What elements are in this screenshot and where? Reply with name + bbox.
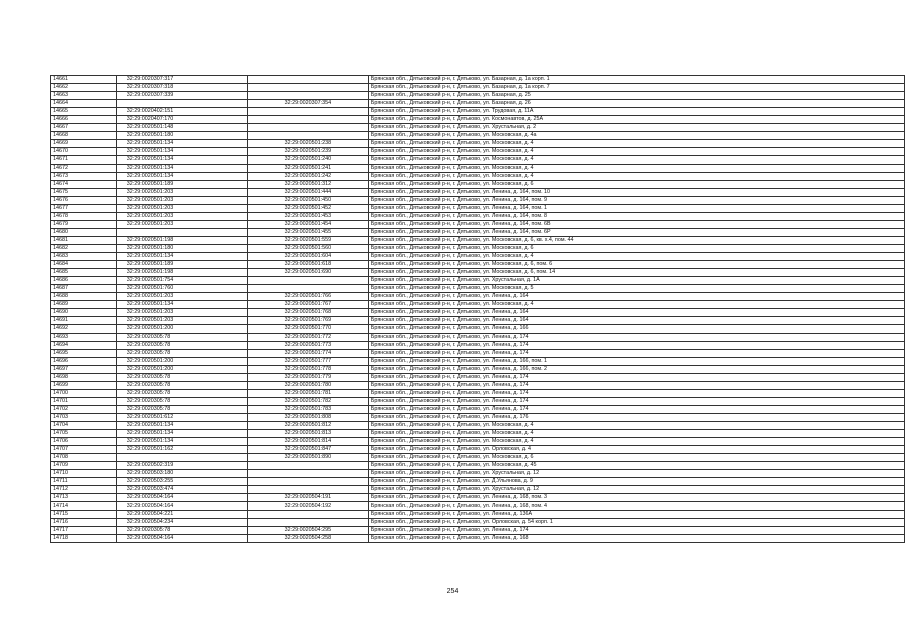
table-row: [51, 373, 905, 381]
table-row: [51, 446, 905, 454]
table-row: [51, 236, 905, 244]
parcel-cadastral-number-cell: 32:29:0020501:134: [116, 172, 247, 180]
record-number-cell: 14706: [51, 438, 117, 446]
table-row: [51, 108, 905, 116]
parcel-cadastral-number-cell: 32:29:0020504:164: [116, 534, 247, 542]
table-row: [51, 502, 905, 510]
building-cadastral-number-cell: [247, 518, 368, 526]
parcel-cadastral-number-cell: 32:29:0020501:189: [116, 261, 247, 269]
address-cell: Брянская обл., Дятьковский р-н, г. Дятьково, ул. Московская, д. 45: [368, 462, 904, 470]
parcel-cadastral-number-cell: 32:29:0020501:148: [116, 124, 247, 132]
building-cadastral-number-cell: 32:29:0020501:847: [247, 446, 368, 454]
parcel-cadastral-number-cell: 32:29:0020501:203: [116, 293, 247, 301]
parcel-cadastral-number-cell: 32:29:0020305:78: [116, 341, 247, 349]
building-cadastral-number-cell: 32:29:0020501:778: [247, 365, 368, 373]
table-row: [51, 397, 905, 405]
record-number-cell: 14713: [51, 494, 117, 502]
parcel-cadastral-number-cell: 32:29:0020501:200: [116, 325, 247, 333]
parcel-cadastral-number-cell: 32:29:0020501:134: [116, 164, 247, 172]
parcel-cadastral-number-cell: 32:29:0020501:134: [116, 422, 247, 430]
building-cadastral-number-cell: 32:29:0020501:604: [247, 253, 368, 261]
address-cell: Брянская обл., Дятьковский р-н, г. Дятьково, ул. Московская, д. 6: [368, 244, 904, 252]
address-cell: Брянская обл., Дятьковский р-н, г. Дятьково, ул. Московская, д. 6: [368, 180, 904, 188]
address-cell: Брянская обл., Дятьковский р-н, г. Дятьково, ул. Ленина, д. 164, пом. 6Р: [368, 228, 904, 236]
address-cell: Брянская обл., Дятьковский р-н, г. Дятьково, ул. Ленина, д. 168: [368, 534, 904, 542]
record-number-cell: 14673: [51, 172, 117, 180]
address-cell: Брянская обл., Дятьковский р-н, г. Дятьково, ул. Ленина, д. 168, пом. 4: [368, 502, 904, 510]
record-number-cell: 14698: [51, 373, 117, 381]
table-row: [51, 293, 905, 301]
building-cadastral-number-cell: [247, 84, 368, 92]
table-row: [51, 172, 905, 180]
building-cadastral-number-cell: 32:29:0020501:808: [247, 413, 368, 421]
parcel-cadastral-number-cell: 32:29:0020501:134: [116, 156, 247, 164]
record-number-cell: 14668: [51, 132, 117, 140]
record-number-cell: 14699: [51, 381, 117, 389]
building-cadastral-number-cell: [247, 486, 368, 494]
building-cadastral-number-cell: 32:29:0020501:240: [247, 156, 368, 164]
address-cell: Брянская обл., Дятьковский р-н, г. Дятьково, ул. Ленина, д. 174: [368, 526, 904, 534]
building-cadastral-number-cell: 32:29:0020501:781: [247, 389, 368, 397]
table-row: [51, 148, 905, 156]
table-row: [51, 494, 905, 502]
record-number-cell: 14710: [51, 470, 117, 478]
parcel-cadastral-number-cell: 32:29:0020501:134: [116, 148, 247, 156]
address-cell: Брянская обл., Дятьковский р-н, г. Дятьково, ул. Ленина, д. 166, пом. 2: [368, 365, 904, 373]
building-cadastral-number-cell: [247, 116, 368, 124]
building-cadastral-number-cell: 32:29:0020501:450: [247, 196, 368, 204]
building-cadastral-number-cell: 32:29:0020501:768: [247, 309, 368, 317]
address-cell: Брянская обл., Дятьковский р-н, г. Дятьково, ул. Московская, д. 4: [368, 438, 904, 446]
table-row: [51, 277, 905, 285]
building-cadastral-number-cell: 32:29:0020501:444: [247, 188, 368, 196]
parcel-cadastral-number-cell: 32:29:0020503:255: [116, 478, 247, 486]
parcel-cadastral-number-cell: 32:29:0020501:203: [116, 212, 247, 220]
record-number-cell: 14712: [51, 486, 117, 494]
parcel-cadastral-number-cell: 32:29:0020504:234: [116, 518, 247, 526]
record-number-cell: 14680: [51, 228, 117, 236]
parcel-cadastral-number-cell: 32:29:0020501:203: [116, 309, 247, 317]
record-number-cell: 14689: [51, 301, 117, 309]
address-cell: Брянская обл., Дятьковский р-н, г. Дятьково, ул. Хрустальная, д. 12: [368, 486, 904, 494]
address-cell: Брянская обл., Дятьковский р-н, г. Дятьково, ул. Московская, д. 5: [368, 285, 904, 293]
address-cell: Брянская обл., Дятьковский р-н, г. Дятьково, ул. Ленина, д. 174: [368, 373, 904, 381]
parcel-cadastral-number-cell: 32:29:0020503:180: [116, 470, 247, 478]
building-cadastral-number-cell: [247, 478, 368, 486]
parcel-cadastral-number-cell: 32:29:0020502:319: [116, 462, 247, 470]
building-cadastral-number-cell: [247, 76, 368, 84]
table-row: [51, 220, 905, 228]
address-cell: Брянская обл., Дятьковский р-н, г. Дятьково, ул. Ленина, д. 164, пом. 6В: [368, 220, 904, 228]
parcel-cadastral-number-cell: 32:29:0020305:78: [116, 389, 247, 397]
table-row: [51, 140, 905, 148]
table-row: [51, 164, 905, 172]
address-cell: Брянская обл., Дятьковский р-н, г. Дятьково, ул. Московская, д. 4: [368, 253, 904, 261]
address-cell: Брянская обл., Дятьковский р-н, г. Дятьково, ул. Ленина, д. 168, пом. 3: [368, 494, 904, 502]
parcel-cadastral-number-cell: 32:29:0020305:78: [116, 349, 247, 357]
building-cadastral-number-cell: 32:29:0020501:767: [247, 301, 368, 309]
building-cadastral-number-cell: 32:29:0020501:777: [247, 357, 368, 365]
registry-table-body: [51, 76, 905, 543]
address-cell: Брянская обл., Дятьковский р-н, г. Дятьково, ул. Московская, д. 4: [368, 156, 904, 164]
building-cadastral-number-cell: [247, 462, 368, 470]
table-row: [51, 244, 905, 252]
record-number-cell: 14711: [51, 478, 117, 486]
table-row: [51, 317, 905, 325]
table-row: [51, 413, 905, 421]
building-cadastral-number-cell: [247, 124, 368, 132]
parcel-cadastral-number-cell: 32:29:0020307:317: [116, 76, 247, 84]
table-row: [51, 349, 905, 357]
building-cadastral-number-cell: [247, 470, 368, 478]
parcel-cadastral-number-cell: 32:29:0020501:198: [116, 269, 247, 277]
building-cadastral-number-cell: [247, 108, 368, 116]
table-row: [51, 325, 905, 333]
table-row: [51, 510, 905, 518]
parcel-cadastral-number-cell: 32:29:0020305:78: [116, 397, 247, 405]
building-cadastral-number-cell: [247, 92, 368, 100]
building-cadastral-number-cell: 32:29:0020501:454: [247, 220, 368, 228]
address-cell: Брянская обл., Дятьковский р-н, г. Дятьково, ул. Орловская, д. 54 корп. 1: [368, 518, 904, 526]
record-number-cell: 14709: [51, 462, 117, 470]
table-row: [51, 454, 905, 462]
parcel-cadastral-number-cell: 32:29:0020504:164: [116, 502, 247, 510]
table-row: [51, 100, 905, 108]
parcel-cadastral-number-cell: 32:29:0020501:134: [116, 253, 247, 261]
record-number-cell: 14665: [51, 108, 117, 116]
parcel-cadastral-number-cell: [116, 228, 247, 236]
record-number-cell: 14695: [51, 349, 117, 357]
record-number-cell: 14705: [51, 430, 117, 438]
record-number-cell: 14669: [51, 140, 117, 148]
address-cell: Брянская обл., Дятьковский р-н, г. Дятьково, ул. Московская, д. 4: [368, 422, 904, 430]
record-number-cell: 14714: [51, 502, 117, 510]
parcel-cadastral-number-cell: 32:29:0020402:151: [116, 108, 247, 116]
building-cadastral-number-cell: 32:29:0020501:242: [247, 172, 368, 180]
address-cell: Брянская обл., Дятьковский р-н, г. Дятьково, ул. Ленина, д. 174: [368, 405, 904, 413]
building-cadastral-number-cell: 32:29:0020501:772: [247, 333, 368, 341]
parcel-cadastral-number-cell: 32:29:0020501:203: [116, 220, 247, 228]
building-cadastral-number-cell: 32:29:0020501:770: [247, 325, 368, 333]
table-row: [51, 188, 905, 196]
table-row: [51, 253, 905, 261]
table-row: [51, 365, 905, 373]
table-row: [51, 212, 905, 220]
table-row: [51, 204, 905, 212]
parcel-cadastral-number-cell: 32:29:0020501:134: [116, 438, 247, 446]
address-cell: Брянская обл., Дятьковский р-н, г. Дятьково, ул. Московская, д. 4: [368, 172, 904, 180]
record-number-cell: 14682: [51, 244, 117, 252]
record-number-cell: 14671: [51, 156, 117, 164]
parcel-cadastral-number-cell: 32:29:0020501:134: [116, 430, 247, 438]
record-number-cell: 14687: [51, 285, 117, 293]
parcel-cadastral-number-cell: 32:29:0020504:164: [116, 494, 247, 502]
record-number-cell: 14681: [51, 236, 117, 244]
building-cadastral-number-cell: 32:29:0020501:766: [247, 293, 368, 301]
parcel-cadastral-number-cell: 32:29:0020501:134: [116, 301, 247, 309]
parcel-cadastral-number-cell: [116, 454, 247, 462]
record-number-cell: 14679: [51, 220, 117, 228]
address-cell: Брянская обл., Дятьковский р-н, г. Дятьково, ул. Ленина, д. 164, пом. 1: [368, 204, 904, 212]
building-cadastral-number-cell: 32:29:0020501:814: [247, 438, 368, 446]
building-cadastral-number-cell: 32:29:0020501:769: [247, 317, 368, 325]
parcel-cadastral-number-cell: 32:29:0020305:78: [116, 526, 247, 534]
parcel-cadastral-number-cell: 32:29:0020501:203: [116, 317, 247, 325]
table-row: [51, 228, 905, 236]
parcel-cadastral-number-cell: 32:29:0020501:612: [116, 413, 247, 421]
parcel-cadastral-number-cell: [116, 100, 247, 108]
table-row: [51, 84, 905, 92]
record-number-cell: 14693: [51, 333, 117, 341]
table-row: [51, 422, 905, 430]
table-row: [51, 309, 905, 317]
building-cadastral-number-cell: 32:29:0020501:241: [247, 164, 368, 172]
table-row: [51, 486, 905, 494]
table-row: [51, 405, 905, 413]
parcel-cadastral-number-cell: 32:29:0020501:754: [116, 277, 247, 285]
parcel-cadastral-number-cell: 32:29:0020503:474: [116, 486, 247, 494]
building-cadastral-number-cell: 32:29:0020501:560: [247, 244, 368, 252]
record-number-cell: 14677: [51, 204, 117, 212]
building-cadastral-number-cell: 32:29:0020504:192: [247, 502, 368, 510]
table-row: [51, 341, 905, 349]
record-number-cell: 14675: [51, 188, 117, 196]
record-number-cell: 14664: [51, 100, 117, 108]
record-number-cell: 14678: [51, 212, 117, 220]
building-cadastral-number-cell: 32:29:0020501:312: [247, 180, 368, 188]
table-row: [51, 526, 905, 534]
address-cell: Брянская обл., Дятьковский р-н, г. Дятьково, ул. Московская, д. 4а: [368, 132, 904, 140]
building-cadastral-number-cell: 32:29:0020504:295: [247, 526, 368, 534]
table-row: [51, 124, 905, 132]
record-number-cell: 14688: [51, 293, 117, 301]
parcel-cadastral-number-cell: 32:29:0020501:760: [116, 285, 247, 293]
address-cell: Брянская обл., Дятьковский р-н, г. Дятьково, ул. Хрустальная, д. 1А: [368, 277, 904, 285]
record-number-cell: 14670: [51, 148, 117, 156]
address-cell: Брянская обл., Дятьковский р-н, г. Дятьково, ул. Московская, д. 4: [368, 430, 904, 438]
address-cell: Брянская обл., Дятьковский р-н, г. Дятьково, ул. Хрустальная, д. 2: [368, 124, 904, 132]
address-cell: Брянская обл., Дятьковский р-н, г. Дятьково, ул. Ленина, д. 174: [368, 397, 904, 405]
parcel-cadastral-number-cell: 32:29:0020501:200: [116, 365, 247, 373]
record-number-cell: 14701: [51, 397, 117, 405]
parcel-cadastral-number-cell: 32:29:0020501:180: [116, 244, 247, 252]
building-cadastral-number-cell: 32:29:0020501:782: [247, 397, 368, 405]
address-cell: Брянская обл., Дятьковский р-н, г. Дятьково, ул. Ленина, д. 174: [368, 381, 904, 389]
address-cell: Брянская обл., Дятьковский р-н, г. Дятьково, ул. Московская, д. 6, кв. х.4, пом. 44: [368, 236, 904, 244]
parcel-cadastral-number-cell: 32:29:0020305:78: [116, 333, 247, 341]
parcel-cadastral-number-cell: 32:29:0020501:203: [116, 188, 247, 196]
building-cadastral-number-cell: 32:29:0020501:690: [247, 269, 368, 277]
building-cadastral-number-cell: [247, 132, 368, 140]
record-number-cell: 14674: [51, 180, 117, 188]
record-number-cell: 14707: [51, 446, 117, 454]
address-cell: Брянская обл., Дятьковский р-н, г. Дятьково, ул. Московская, д. 4: [368, 164, 904, 172]
parcel-cadastral-number-cell: 32:29:0020501:198: [116, 236, 247, 244]
address-cell: Брянская обл., Дятьковский р-н, г. Дятьково, ул. Ленина, д. 176: [368, 413, 904, 421]
address-cell: Брянская обл., Дятьковский р-н, г. Дятьково, ул. Трудовая, д. 11А: [368, 108, 904, 116]
record-number-cell: 14702: [51, 405, 117, 413]
address-cell: Брянская обл., Дятьковский р-н, г. Дятьково, ул. Ленина, д. 164: [368, 309, 904, 317]
building-cadastral-number-cell: 32:29:0020501:238: [247, 140, 368, 148]
address-cell: Брянская обл., Дятьковский р-н, г. Дятьково, ул. Ленина, д. 164, пом. 8: [368, 212, 904, 220]
table-row: [51, 132, 905, 140]
address-cell: Брянская обл., Дятьковский р-н, г. Дятьково, ул. Ленина, д. 174: [368, 389, 904, 397]
building-cadastral-number-cell: 32:29:0020501:812: [247, 422, 368, 430]
record-number-cell: 14667: [51, 124, 117, 132]
building-cadastral-number-cell: 32:29:0020501:452: [247, 204, 368, 212]
record-number-cell: 14661: [51, 76, 117, 84]
parcel-cadastral-number-cell: 32:29:0020501:162: [116, 446, 247, 454]
table-row: [51, 285, 905, 293]
parcel-cadastral-number-cell: 32:29:0020504:221: [116, 510, 247, 518]
parcel-cadastral-number-cell: 32:29:0020307:339: [116, 92, 247, 100]
parcel-cadastral-number-cell: 32:29:0020307:318: [116, 84, 247, 92]
parcel-cadastral-number-cell: 32:29:0020501:134: [116, 140, 247, 148]
record-number-cell: 14718: [51, 534, 117, 542]
building-cadastral-number-cell: 32:29:0020307:354: [247, 100, 368, 108]
record-number-cell: 14717: [51, 526, 117, 534]
record-number-cell: 14708: [51, 454, 117, 462]
record-number-cell: 14694: [51, 341, 117, 349]
record-number-cell: 14716: [51, 518, 117, 526]
address-cell: Брянская обл., Дятьковский р-н, г. Дятьково, ул. Ленина, д. 166: [368, 325, 904, 333]
table-row: [51, 534, 905, 542]
address-cell: Брянская обл., Дятьковский р-н, г. Дятьково, ул. Ленина, д. 174: [368, 341, 904, 349]
table-row: [51, 301, 905, 309]
record-number-cell: 14672: [51, 164, 117, 172]
address-cell: Брянская обл., Дятьковский р-н, г. Дятьково, ул. Орловская, д. 4: [368, 446, 904, 454]
address-cell: Брянская обл., Дятьковский р-н, г. Дятьково, ул. Ленина, д. 136А: [368, 510, 904, 518]
table-row: [51, 470, 905, 478]
table-row: [51, 196, 905, 204]
record-number-cell: 14676: [51, 196, 117, 204]
address-cell: Брянская обл., Дятьковский р-н, г. Дятьково, ул. Базарная, д. 1а корп. 7: [368, 84, 904, 92]
parcel-cadastral-number-cell: 32:29:0020407:170: [116, 116, 247, 124]
address-cell: Брянская обл., Дятьковский р-н, г. Дятьково, ул. Московская, д. 6, пом. 14: [368, 269, 904, 277]
table-row: [51, 389, 905, 397]
table-row: [51, 462, 905, 470]
record-number-cell: 14666: [51, 116, 117, 124]
record-number-cell: 14697: [51, 365, 117, 373]
address-cell: Брянская обл., Дятьковский р-н, г. Дятьково, ул. Ленина, д. 164, пом. 10: [368, 188, 904, 196]
record-number-cell: 14696: [51, 357, 117, 365]
record-number-cell: 14684: [51, 261, 117, 269]
address-cell: Брянская обл., Дятьковский р-н, г. Дятьково, ул. Ленина, д. 164: [368, 317, 904, 325]
record-number-cell: 14715: [51, 510, 117, 518]
table-row: [51, 438, 905, 446]
table-row: [51, 261, 905, 269]
record-number-cell: 14692: [51, 325, 117, 333]
building-cadastral-number-cell: [247, 277, 368, 285]
parcel-cadastral-number-cell: 32:29:0020501:180: [116, 132, 247, 140]
parcel-cadastral-number-cell: 32:29:0020501:200: [116, 357, 247, 365]
address-cell: Брянская обл., Дятьковский р-н, г. Дятьково, ул. Ленина, д. 164: [368, 293, 904, 301]
record-number-cell: 14683: [51, 253, 117, 261]
address-cell: Брянская обл., Дятьковский р-н, г. Дятьково, ул. Ленина, д. 174: [368, 349, 904, 357]
address-cell: Брянская обл., Дятьковский р-н, г. Дятьково, ул. Московская, д. 4: [368, 301, 904, 309]
address-cell: Брянская обл., Дятьковский р-н, г. Дятьково, ул. Московская, д. 4: [368, 140, 904, 148]
building-cadastral-number-cell: 32:29:0020501:773: [247, 341, 368, 349]
parcel-cadastral-number-cell: 32:29:0020305:78: [116, 373, 247, 381]
record-number-cell: 14700: [51, 389, 117, 397]
address-cell: Брянская обл., Дятьковский р-н, г. Дятьково, ул. Космонавтов, д. 25А: [368, 116, 904, 124]
building-cadastral-number-cell: 32:29:0020501:813: [247, 430, 368, 438]
page-number: 254: [446, 588, 459, 595]
table-row: [51, 478, 905, 486]
table-row: [51, 180, 905, 188]
address-cell: Брянская обл., Дятьковский р-н, г. Дятьково, ул. Ленина, д. 174: [368, 333, 904, 341]
building-cadastral-number-cell: 32:29:0020501:618: [247, 261, 368, 269]
table-row: [51, 76, 905, 84]
record-number-cell: 14685: [51, 269, 117, 277]
table-row: [51, 92, 905, 100]
address-cell: Брянская обл., Дятьковский р-н, г. Дятьково, ул. Базарная, д. 1а корп. 1: [368, 76, 904, 84]
record-number-cell: 14662: [51, 84, 117, 92]
building-cadastral-number-cell: 32:29:0020501:453: [247, 212, 368, 220]
building-cadastral-number-cell: 32:29:0020501:455: [247, 228, 368, 236]
record-number-cell: 14690: [51, 309, 117, 317]
record-number-cell: 14691: [51, 317, 117, 325]
address-cell: Брянская обл., Дятьковский р-н, г. Дятьково, ул. Д.Ульянова, д. 9: [368, 478, 904, 486]
table-row: [51, 333, 905, 341]
table-row: [51, 269, 905, 277]
address-cell: Брянская обл., Дятьковский р-н, г. Дятьково, ул. Московская, д. 6, пом. 6: [368, 261, 904, 269]
building-cadastral-number-cell: 32:29:0020501:239: [247, 148, 368, 156]
building-cadastral-number-cell: 32:29:0020501:779: [247, 373, 368, 381]
table-row: [51, 357, 905, 365]
record-number-cell: 14704: [51, 422, 117, 430]
building-cadastral-number-cell: 32:29:0020504:258: [247, 534, 368, 542]
record-number-cell: 14663: [51, 92, 117, 100]
address-cell: Брянская обл., Дятьковский р-н, г. Дятьково, ул. Московская, д. 6: [368, 454, 904, 462]
record-number-cell: 14686: [51, 277, 117, 285]
table-row: [51, 116, 905, 124]
building-cadastral-number-cell: [247, 510, 368, 518]
building-cadastral-number-cell: 32:29:0020501:559: [247, 236, 368, 244]
building-cadastral-number-cell: 32:29:0020501:783: [247, 405, 368, 413]
parcel-cadastral-number-cell: 32:29:0020501:203: [116, 204, 247, 212]
building-cadastral-number-cell: 32:29:0020504:191: [247, 494, 368, 502]
address-cell: Брянская обл., Дятьковский р-н, г. Дятьково, ул. Ленина, д. 166, пом. 1: [368, 357, 904, 365]
building-cadastral-number-cell: 32:29:0020501:890: [247, 454, 368, 462]
registry-table: [50, 75, 905, 543]
building-cadastral-number-cell: [247, 285, 368, 293]
table-row: [51, 430, 905, 438]
table-row: [51, 518, 905, 526]
address-cell: Брянская обл., Дятьковский р-н, г. Дятьково, ул. Ленина, д. 164, пом. 9: [368, 196, 904, 204]
address-cell: Брянская обл., Дятьковский р-н, г. Дятьково, ул. Московская, д. 4: [368, 148, 904, 156]
parcel-cadastral-number-cell: 32:29:0020501:203: [116, 196, 247, 204]
address-cell: Брянская обл., Дятьковский р-н, г. Дятьково, ул. Базарная, д. 26: [368, 100, 904, 108]
parcel-cadastral-number-cell: 32:29:0020305:78: [116, 405, 247, 413]
address-cell: Брянская обл., Дятьковский р-н, г. Дятьково, ул. Хрустальная, д. 12: [368, 470, 904, 478]
building-cadastral-number-cell: 32:29:0020501:774: [247, 349, 368, 357]
address-cell: Брянская обл., Дятьковский р-н, г. Дятьково, ул. Базарная, д. 25: [368, 92, 904, 100]
record-number-cell: 14703: [51, 413, 117, 421]
parcel-cadastral-number-cell: 32:29:0020305:78: [116, 381, 247, 389]
parcel-cadastral-number-cell: 32:29:0020501:189: [116, 180, 247, 188]
building-cadastral-number-cell: 32:29:0020501:780: [247, 381, 368, 389]
table-row: [51, 381, 905, 389]
table-row: [51, 156, 905, 164]
